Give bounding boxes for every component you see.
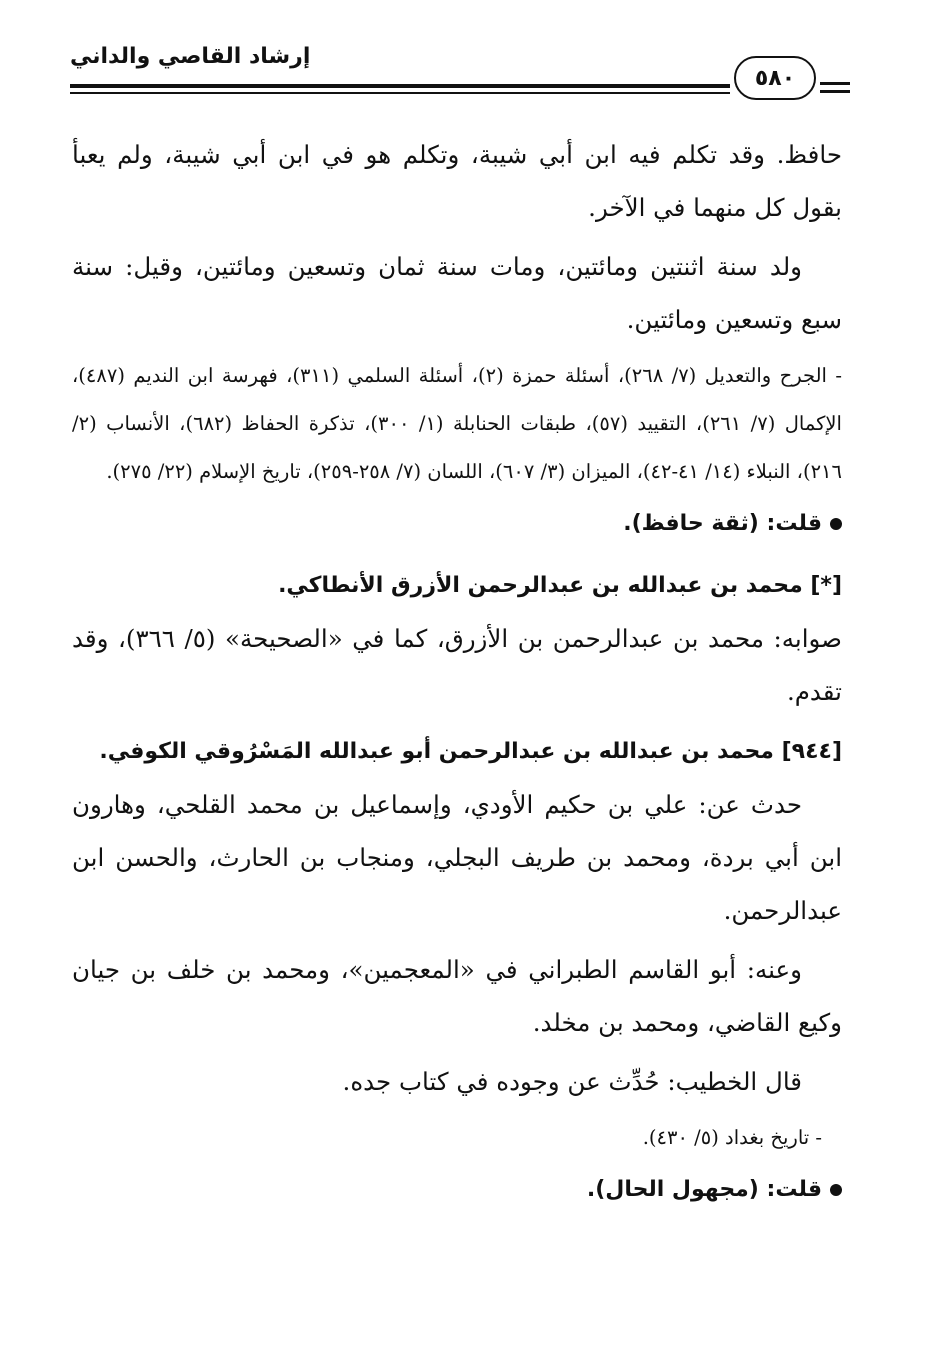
header-rule-right-bottom — [820, 90, 850, 93]
header-rule-right-top — [820, 82, 850, 85]
page-number: ٥٨٠ — [734, 56, 816, 100]
bullet-icon — [830, 1184, 842, 1196]
entry-heading: [*] محمد بن عبدالله بن عبدالرحمن الأزرق الأنطاكي. — [278, 573, 842, 598]
entry-heading: [٩٤٤] محمد بن عبدالله بن عبدالرحمن أبو عبدالله المَسْرُوقي الكوفي. — [99, 739, 842, 764]
paragraph-correction: صوابه: محمد بن عبدالرحمن بن الأزرق، كما في «الصحيحة» (٥/ ٣٦٦)، وقد تقدم. — [72, 624, 842, 706]
header-rule-thick — [70, 84, 730, 88]
paragraph-continuation: حافظ. وقد تكلم فيه ابن أبي شيبة، وتكلم هو في ابن أبي شيبة، ولم يعبأ بقول كل منهما في الآخر. — [72, 140, 842, 222]
references-list: - تاريخ بغداد (٥/ ٤٣٠). — [642, 1126, 822, 1149]
verdict-line — [72, 498, 842, 550]
verdict-text: قلت: (مجهول الحال). — [586, 1177, 822, 1202]
references-list: - الجرح والتعديل (٧/ ٢٦٨)، أسئلة حمزة (٢)، أسئلة السلمي (٣١١)، فهرسة ابن النديم (٤٨٧)، الإكمال (٧/ ٢٦١)، التقييد (٥٧)، طبقات الحنابلة (١/ ٣٠٠)، تذكرة الحفاظ (٦٨٢)، الأنساب (٢/ ٢١٦)، النبلاء (١٤/ ٤١-٤٢)، الميزان (٣/ ٦٠٧)، اللسان (٧/ ٢٥٨-٢٥٩)، تاريخ الإسلام (٢٢/ ٢٧٥). — [72, 364, 842, 483]
paragraph-khatib-quote: قال الخطيب: حُدِّث عن وجوده في كتاب جده. — [342, 1067, 802, 1096]
verdict-line — [72, 1164, 842, 1216]
paragraph-birth-death: ولد سنة اثنتين ومائتين، ومات سنة ثمان وتسعين ومائتين، وقيل: سنة سبع وتسعين ومائتين. — [72, 252, 842, 334]
verdict-text: قلت: (ثقة حافظ). — [623, 511, 822, 536]
running-header — [70, 40, 850, 110]
header-rule-thin — [70, 92, 730, 94]
bullet-icon — [830, 518, 842, 530]
book-title: إرشاد القاصي والداني — [70, 44, 311, 69]
paragraph-narrated-from: حدث عن: علي بن حكيم الأودي، وإسماعيل بن محمد القلحي، وهارون ابن أبي بردة، ومحمد بن طريف البجلي، ومنجاب بن الحارث، والحسن ابن عبدالرحمن. — [72, 790, 842, 925]
paragraph-narrators: وعنه: أبو القاسم الطبراني في «المعجمين»، ومحمد بن خلف بن جيان وكيع القاضي، ومحمد بن مخلد. — [72, 955, 842, 1037]
page-body — [72, 128, 842, 1226]
